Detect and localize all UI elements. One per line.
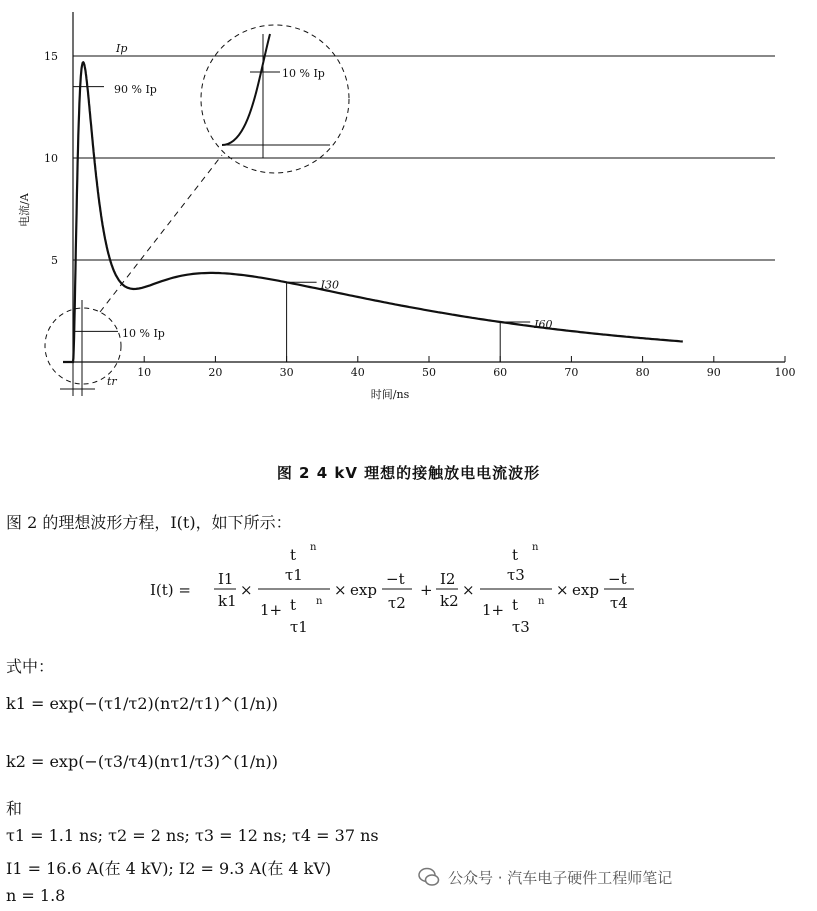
x-tick-label-30: 30	[279, 366, 294, 379]
y-tick-label-15: 15	[44, 50, 58, 63]
waveform-formula	[150, 540, 710, 640]
formula-times-3: ×	[462, 581, 475, 599]
formula-n-2: n	[316, 596, 323, 607]
formula-tau4: τ4	[610, 594, 628, 612]
formula-lhs: I(t) =	[150, 581, 191, 599]
ip90-label: 90 % Ip	[114, 83, 157, 96]
k1-definition: k1 = exp(−(τ1/τ2)(nτ2/τ1)^(1/n))	[6, 694, 279, 713]
wechat-watermark	[418, 866, 672, 888]
intro-text: 图 2 的理想波形方程，I(t)，如下所示：	[6, 513, 292, 532]
formula-n-1: n	[310, 542, 317, 553]
formula-t-4: t	[512, 596, 519, 614]
formula-exp-1: exp	[350, 581, 377, 599]
x-tick-label-40: 40	[350, 366, 365, 379]
x-tick-label-50: 50	[422, 366, 436, 379]
formula-one-2: 1+	[482, 601, 505, 619]
chart-axes	[17, 12, 796, 401]
waveform-line	[63, 62, 683, 362]
formula-t-1: t	[290, 546, 297, 564]
ip10-label: 10 % Ip	[122, 327, 165, 340]
tr-label: tr	[107, 375, 117, 388]
formula-k2: k2	[440, 592, 459, 610]
x-tick-label-70: 70	[564, 366, 579, 379]
formula-n-3: n	[532, 542, 539, 553]
zoom-ip10-label: 10 % Ip	[282, 67, 325, 80]
formula-times-1: ×	[240, 581, 253, 599]
formula-neg-t-2: −t	[608, 570, 627, 588]
x-axis-label: 时间/ns	[370, 388, 410, 401]
formula-t-2: t	[290, 596, 297, 614]
chart-marks	[45, 25, 683, 396]
formula-tau3-1: τ3	[507, 566, 525, 584]
x-tick-label-100: 100	[774, 366, 796, 379]
zoom-connector	[100, 155, 222, 312]
zoom-detail-circle	[201, 25, 349, 173]
figure-caption: 图 2 4 kV 理想的接触放电电流波形	[276, 464, 541, 482]
where-label: 式中：	[6, 657, 55, 676]
x-tick-label-20: 20	[208, 366, 223, 379]
formula-tau1-1: τ1	[285, 566, 303, 584]
formula-i1: I1	[218, 570, 234, 588]
formula-i2: I2	[440, 570, 456, 588]
y-axis-label: 电流/A	[18, 193, 31, 227]
wechat-icon	[418, 866, 440, 888]
formula-tau2: τ2	[388, 594, 406, 612]
formula-tau1-2: τ1	[290, 618, 308, 636]
formula-tau3-2: τ3	[512, 618, 530, 636]
formula-plus: +	[420, 581, 433, 599]
x-tick-label-90: 90	[706, 366, 721, 379]
formula-times-2: ×	[334, 581, 347, 599]
n-value: n = 1.8	[6, 886, 66, 905]
y-tick-label-5: 5	[51, 254, 58, 267]
formula-one-1: 1+	[260, 601, 283, 619]
ip-label: Ip	[116, 42, 128, 55]
y-tick-label-10: 10	[44, 152, 58, 165]
i60-label: I60	[534, 317, 553, 331]
k2-definition: k2 = exp(−(τ3/τ4)(nτ1/τ3)^(1/n))	[6, 752, 279, 771]
formula-neg-t-1: −t	[386, 570, 405, 588]
x-tick-label-10: 10	[137, 366, 152, 379]
and-label: 和	[6, 799, 23, 818]
formula-svg	[150, 540, 710, 640]
formula-times-4: ×	[556, 581, 569, 599]
formula-exp-2: exp	[572, 581, 599, 599]
formula-t-3: t	[512, 546, 519, 564]
x-tick-label-80: 80	[635, 366, 650, 379]
x-tick-label-60: 60	[493, 366, 508, 379]
formula-n-4: n	[538, 596, 545, 607]
formula-k1: k1	[218, 592, 237, 610]
i30-label: I30	[320, 278, 339, 292]
current-values: I1 = 16.6 A(在 4 kV); I2 = 9.3 A(在 4 kV)	[6, 859, 332, 878]
zoom-source-circle	[45, 308, 121, 384]
tau-values: τ1 = 1.1 ns; τ2 = 2 ns; τ3 = 12 ns; τ4 = 37 ns	[6, 826, 379, 845]
watermark-text: 公众号 · 汽车电子硬件工程师笔记	[448, 868, 673, 887]
esd-current-chart	[0, 0, 817, 450]
